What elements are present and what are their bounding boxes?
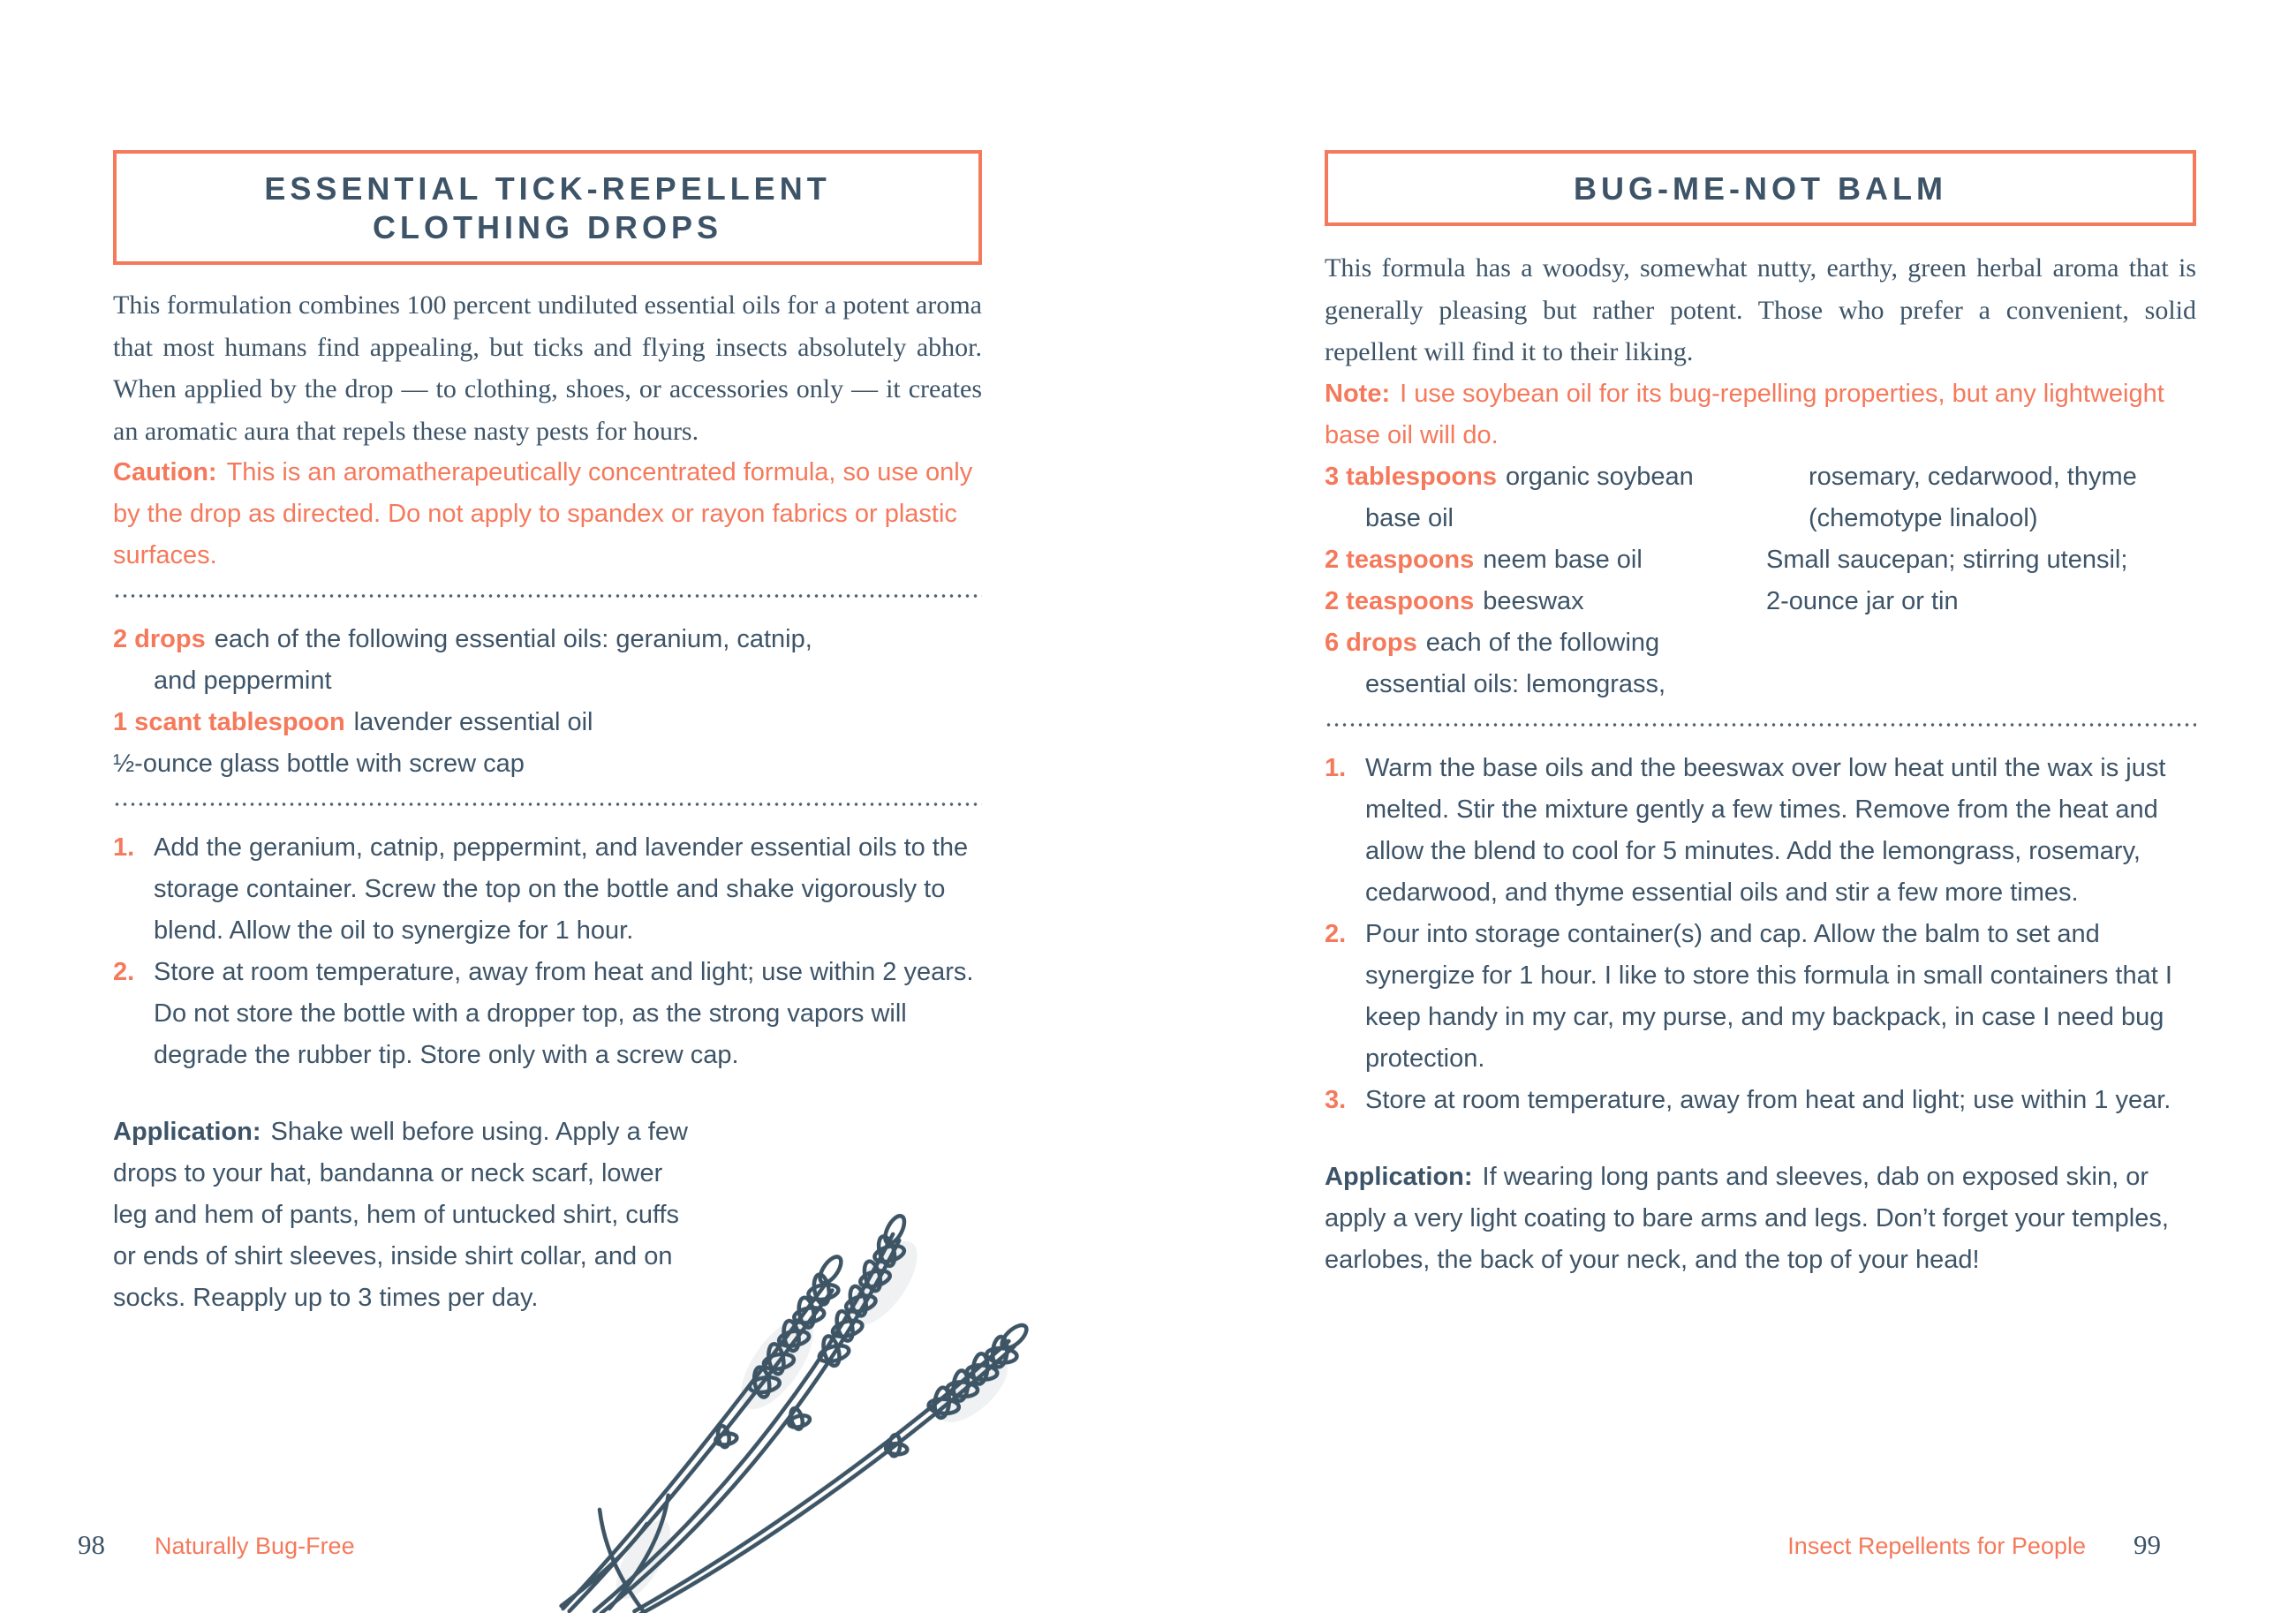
note-text: I use soybean oil for its bug-repelling properties, but any lightweight base oil will do.: [1325, 379, 2164, 449]
ingredient-column-left: [1325, 456, 1766, 705]
running-head: Naturally Bug-Free: [155, 1533, 355, 1559]
ingredient-text: each of the following essential oils: geranium, catnip,: [214, 625, 812, 653]
page-title: CLOTHING DROPS: [372, 209, 722, 245]
ingredient-text: ½-ounce glass bottle with screw cap: [113, 750, 525, 778]
ingredient-line: [1325, 664, 1766, 705]
ingredient-text: neem base oil: [1483, 545, 1643, 574]
step-text: Store at room temperature, away from heat and light; use within 2 years. Do not store the bottle with a dropper top, as the strong vapors will degrade the rubber tip. Store only with a screw cap.: [154, 958, 974, 1069]
ingredient-text: each of the following: [1425, 628, 1660, 657]
application-label: Application:: [1325, 1162, 1473, 1191]
ingredient-list: [113, 619, 982, 785]
ingredient-text: (chemotype linalool): [1809, 503, 2038, 532]
page-number: 98: [78, 1529, 105, 1560]
ingredient-quantity: 3 tablespoons: [1325, 462, 1497, 491]
page-title: BUG-ME-NOT BALM: [1574, 170, 1947, 207]
page-number: 99: [2134, 1529, 2161, 1560]
footer: [78, 1529, 355, 1561]
ingredient-line: [1766, 456, 2196, 498]
intro-paragraph: This formulation combines 100 percent undiluted essential oils for a potent aroma that most humans find appealing, but ticks and flying insects absolutely abhor. When applied by the drop — to clothing, shoes, or accessories only — it creates an aromatic aura that repels these nasty pests for hours.: [113, 290, 982, 446]
ingredient-line: [1766, 498, 2196, 539]
instruction-list: [113, 827, 982, 1076]
step-text: Pour into storage container(s) and cap. Allow the balm to set and synergize for 1 hour. I like to store this formula in small containers that I keep handy in my car, my purse, and my backpack, in case I need bug protection.: [1365, 919, 2172, 1073]
ingredient-line: [1325, 539, 1766, 581]
application-label: Application:: [113, 1118, 261, 1146]
recipe-title-box: [113, 150, 982, 265]
ingredient-text: base oil: [1365, 503, 1454, 532]
step-number: 2.: [1325, 919, 1347, 948]
application-text: If wearing long pants and sleeves, dab on exposed skin, or apply a very light coating to bare arms and legs. Don’t forget your temples, earlobes, the back of your neck, and the top of your head!: [1325, 1162, 2169, 1274]
ingredient-text: 2-ounce jar or tin: [1766, 586, 1959, 615]
caution-text: This is an aromatherapeutically concentrated formula, so use only by the drop as directed. Do not apply to spandex or rayon fabrics or plastic surfaces.: [113, 458, 973, 569]
ingredient-text: and peppermint: [154, 667, 332, 695]
ingredient-line: [113, 660, 982, 702]
ingredient-quantity: 2 drops: [113, 625, 206, 653]
step-number: 1.: [113, 833, 135, 862]
ingredient-line: [1325, 622, 1766, 664]
ingredient-list: [1325, 456, 2196, 705]
ingredient-line: [1766, 539, 2196, 581]
caution-label: Caution:: [113, 458, 217, 486]
lavender-illustration: [495, 1149, 1077, 1613]
caution-note: [113, 452, 982, 577]
application-text: Shake well before using. Apply a few drops to your hat, bandanna or neck scarf, lower leg and hem of pants, hem of untucked shirt, cuffs or ends of shirt sleeves, inside shirt collar, and on socks. Reapply up to 3 times per day.: [113, 1118, 688, 1312]
step-number: 2.: [113, 958, 135, 986]
running-head: Insect Repellents for People: [1787, 1533, 2086, 1559]
note-paragraph: [1325, 373, 2196, 456]
ingredient-text: rosemary, cedarwood, thyme: [1809, 462, 2137, 491]
dotted-divider: [113, 594, 982, 598]
step-item: [113, 827, 982, 952]
ingredient-text: Small saucepan; stirring utensil;: [1766, 545, 2128, 574]
ingredient-column-right: [1766, 456, 2196, 705]
right-page: [1325, 150, 2196, 1281]
ingredient-line: [1766, 581, 2196, 622]
ingredient-line: [113, 743, 982, 785]
ingredient-quantity: 6 drops: [1325, 628, 1417, 657]
step-text: Add the geranium, catnip, peppermint, and lavender essential oils to the storage container. Screw the top on the bottle and shake vigorously to blend. Allow the oil to synergize for 1 hour.: [154, 833, 969, 945]
intro-paragraph: This formula has a woodsy, somewhat nutty, earthy, green herbal aroma that is generally pleasing but rather potent. Those who prefer a convenient, solid repellent will find it to their liking.: [1325, 253, 2196, 366]
ingredient-line: [1325, 498, 1766, 539]
ingredient-text: essential oils: lemongrass,: [1365, 669, 1666, 698]
application-note: [1325, 1157, 2196, 1281]
ingredient-line: [113, 702, 982, 743]
step-number: 3.: [1325, 1085, 1347, 1114]
step-item: [1325, 1080, 2196, 1121]
footer: [1325, 1529, 2161, 1561]
step-item: [1325, 914, 2196, 1080]
ingredient-quantity: 2 teaspoons: [1325, 586, 1475, 615]
recipe-title-box: [1325, 150, 2196, 226]
instruction-list: [1325, 748, 2196, 1121]
ingredient-line: [1325, 456, 1766, 498]
ingredient-line: [113, 619, 982, 660]
ingredient-quantity: 2 teaspoons: [1325, 545, 1475, 574]
ingredient-line: [1325, 581, 1766, 622]
step-number: 1.: [1325, 753, 1347, 782]
ingredient-quantity: 1 scant tablespoon: [113, 708, 345, 736]
note-label: Note:: [1325, 379, 1391, 408]
step-item: [113, 952, 982, 1076]
ingredient-text: organic soybean: [1506, 462, 1694, 491]
dotted-divider: [1325, 723, 2196, 727]
step-text: Store at room temperature, away from heat and light; use within 1 year.: [1365, 1085, 2171, 1114]
step-text: Warm the base oils and the beeswax over low heat until the wax is just melted. Stir the mixture gently a few times. Remove from the heat and allow the blend to cool for 5 minutes. Add the lemongrass, rosemary, cedarwood, and thyme essential oils and stir a few more times.: [1365, 753, 2166, 907]
step-item: [1325, 748, 2196, 914]
dotted-divider: [113, 803, 982, 806]
page-title: ESSENTIAL TICK-REPELLENT: [264, 170, 831, 207]
ingredient-text: lavender essential oil: [353, 708, 593, 736]
ingredient-text: beeswax: [1483, 586, 1584, 615]
